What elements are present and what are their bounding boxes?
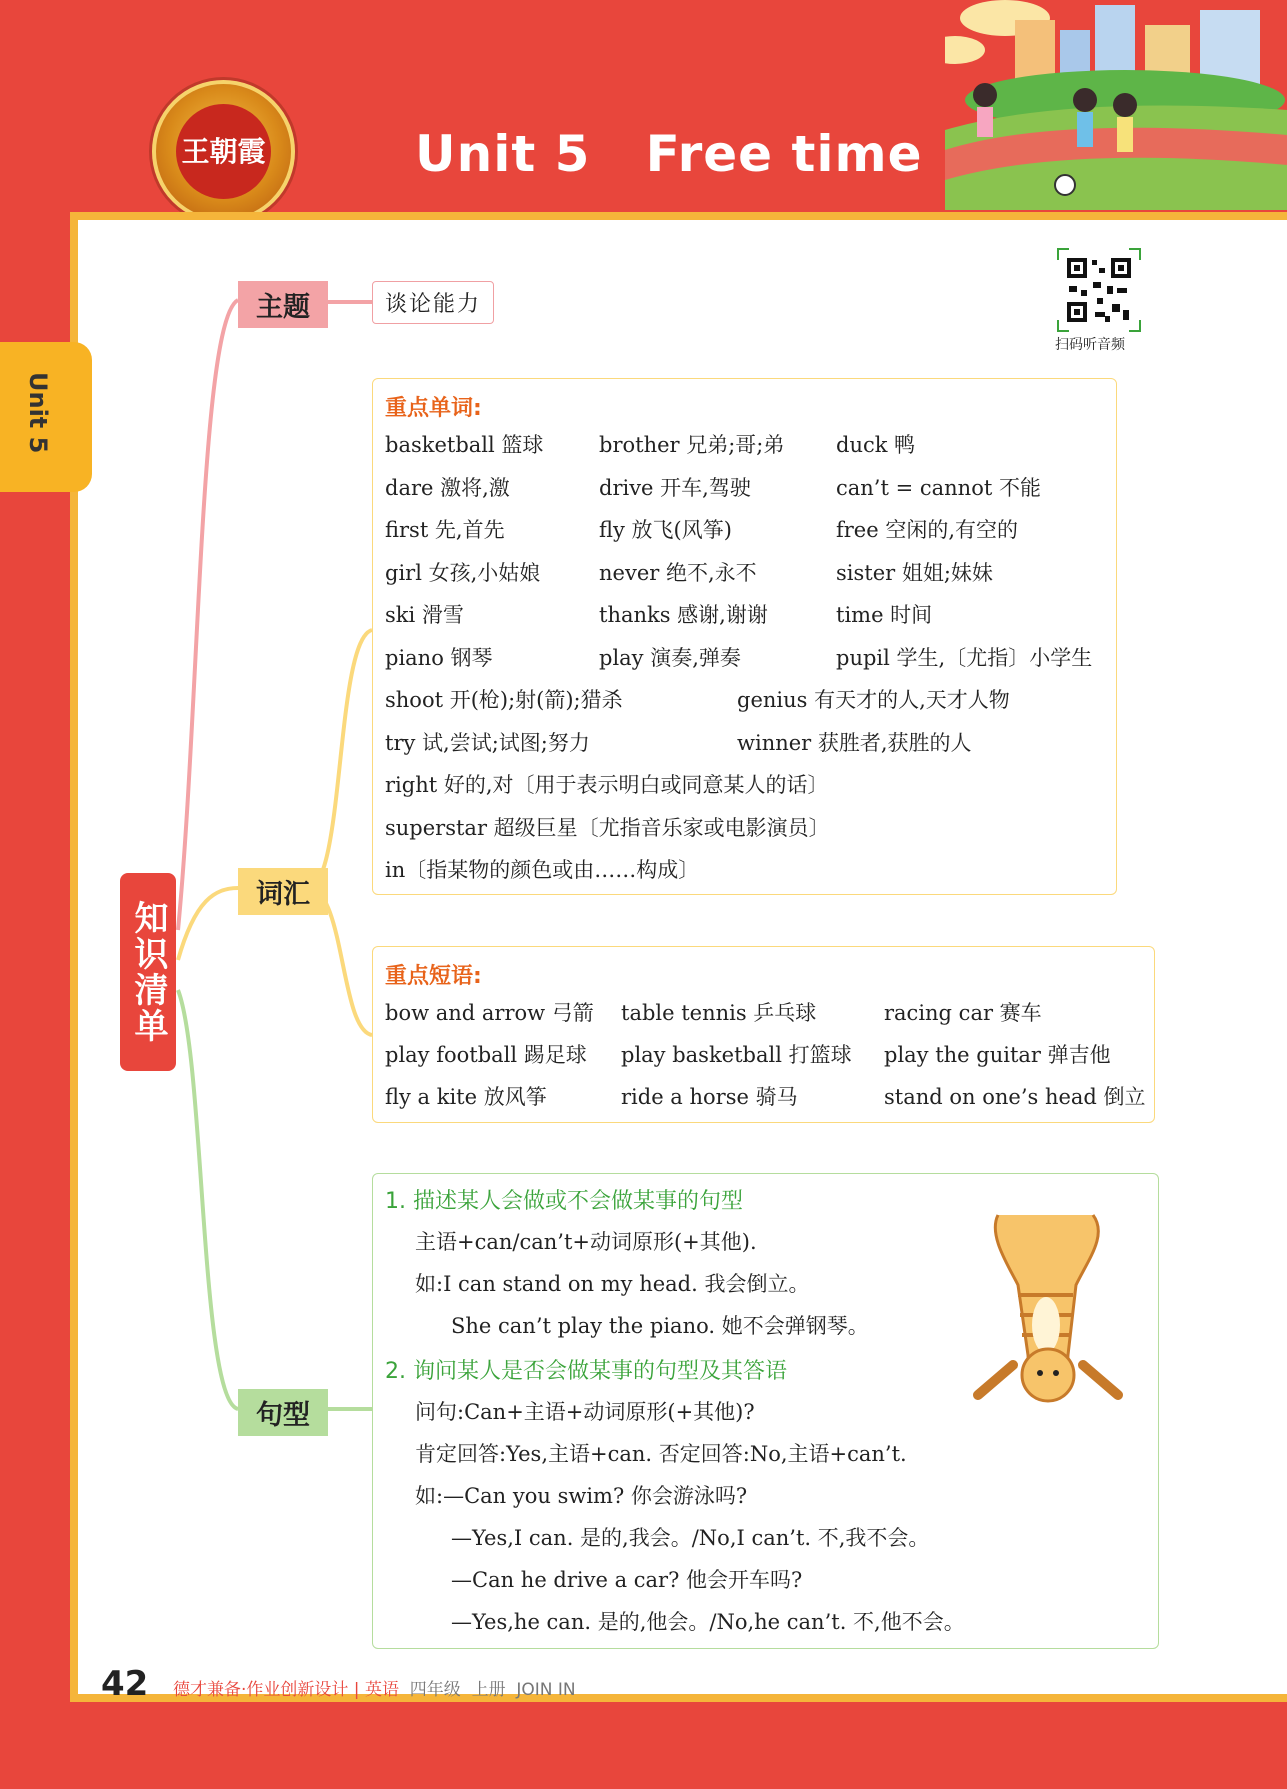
phrase-entry: ride a horse 骑马 [621,1085,798,1109]
word-entry: ski 滑雪 [385,603,464,627]
word-entry: thanks 感谢,谢谢 [599,603,768,627]
pattern-1-title: 1. 描述某人会做或不会做某事的句型 [385,1189,743,1214]
phrase-entry: play basketball 打篮球 [621,1043,852,1067]
branch-sentence-patterns: 句型 [238,1389,328,1436]
phrase-entry: table tennis 乒乓球 [621,1001,817,1025]
unit-side-tab-label: Unit 5 [24,372,52,454]
word-entry: first 先,首先 [385,518,505,542]
word-entry: never 绝不,永不 [599,560,757,585]
footer-series: 德才兼备·作业创新设计 [173,1680,349,1700]
word-entry: drive 开车,驾驶 [599,475,751,500]
qr-code-icon[interactable] [1057,248,1141,332]
word-entry: winner 获胜者,获胜的人 [737,730,972,755]
logo-text: 王朝霞 [176,104,271,199]
word-entry: in〔指某物的颜色或由……构成〕 [385,858,700,882]
phrase-entry: racing car 赛车 [884,1001,1042,1025]
root-node: 知识清单 [120,873,176,1071]
word-entry: pupil 学生,〔尤指〕小学生 [836,645,1093,670]
pattern-1-line: 如:I can stand on my head. 我会倒立。 [415,1272,810,1296]
phrase-entry: play football 踢足球 [385,1043,587,1067]
unit-title: Unit 5 Free time [415,125,923,183]
word-entry: sister 姐姐;妹妹 [836,560,993,585]
pattern-2-line: —Yes,I can. 是的,我会。/No,I can’t. 不,我不会。 [451,1526,930,1550]
word-entry: can’t = cannot 不能 [836,475,1041,500]
key-words-title: 重点单词: [385,396,482,421]
theme-value: 谈论能力 [372,281,494,324]
branch-vocabulary: 词汇 [238,868,328,915]
word-entry: free 空闲的,有空的 [836,518,1019,542]
pattern-1-line: She can’t play the piano. 她不会弹钢琴。 [451,1314,869,1338]
word-entry: dare 激将,激 [385,475,510,500]
footer-subject: 英语 [364,1680,399,1700]
word-entry: superstar 超级巨星〔尤指音乐家或电影演员〕 [385,815,830,840]
word-entry: piano 钢琴 [385,645,493,670]
pattern-1-line: 主语+can/can’t+动词原形(+其他). [415,1230,757,1254]
key-phrases-box [372,946,1155,1123]
qr-code-label: 扫码听音频 [1055,337,1125,353]
phrase-entry: bow and arrow 弓箭 [385,1001,594,1025]
pattern-2-line: —Can he drive a car? 他会开车吗? [451,1568,803,1592]
word-entry: genius 有天才的人,天才人物 [737,688,1010,712]
pattern-2-line: 如:—Can you swim? 你会游泳吗? [415,1484,748,1508]
word-entry: girl 女孩,小姑娘 [385,560,541,585]
word-entry: basketball 篮球 [385,433,544,457]
phrase-entry: fly a kite 放风筝 [385,1085,547,1109]
word-entry: duck 鸭 [836,433,916,457]
pattern-2-line: 肯定回答:Yes,主语+can. 否定回答:No,主语+can’t. [415,1442,907,1466]
footer-book-info: 德才兼备·作业创新设计 | 英语 四年级 上册 JOIN IN [173,1680,576,1700]
page-number: 42 [101,1664,149,1704]
pattern-2-title: 2. 询问某人是否会做某事的句型及其答语 [385,1359,787,1384]
word-entry: shoot 开(枪);射(箭);猎杀 [385,688,623,712]
word-entry: fly 放飞(风筝) [599,518,732,542]
word-entry: right 好的,对〔用于表示明白或同意某人的话〕 [385,773,829,797]
footer-volume: 上册 [471,1680,506,1700]
phrase-entry: stand on one’s head 倒立 [884,1085,1146,1109]
key-words-box [372,378,1117,895]
tiger-handstand-illustration [958,1205,1133,1420]
key-phrases-title: 重点短语: [385,964,482,989]
phrase-entry: play the guitar 弹吉他 [884,1043,1111,1067]
word-entry: brother 兄弟;哥;弟 [599,433,785,457]
branch-theme: 主题 [238,281,328,328]
footer-edition: JOIN IN [516,1680,576,1700]
word-entry: time 时间 [836,603,933,627]
word-entry: try 试,尝试;试图;努力 [385,730,590,755]
pattern-2-line: —Yes,he can. 是的,他会。/No,he can’t. 不,他不会。 [451,1610,965,1634]
footer-grade: 四年级 [409,1680,461,1700]
word-entry: play 演奏,弹奏 [599,645,741,670]
pattern-2-line: 问句:Can+主语+动词原形(+其他)? [415,1400,755,1424]
